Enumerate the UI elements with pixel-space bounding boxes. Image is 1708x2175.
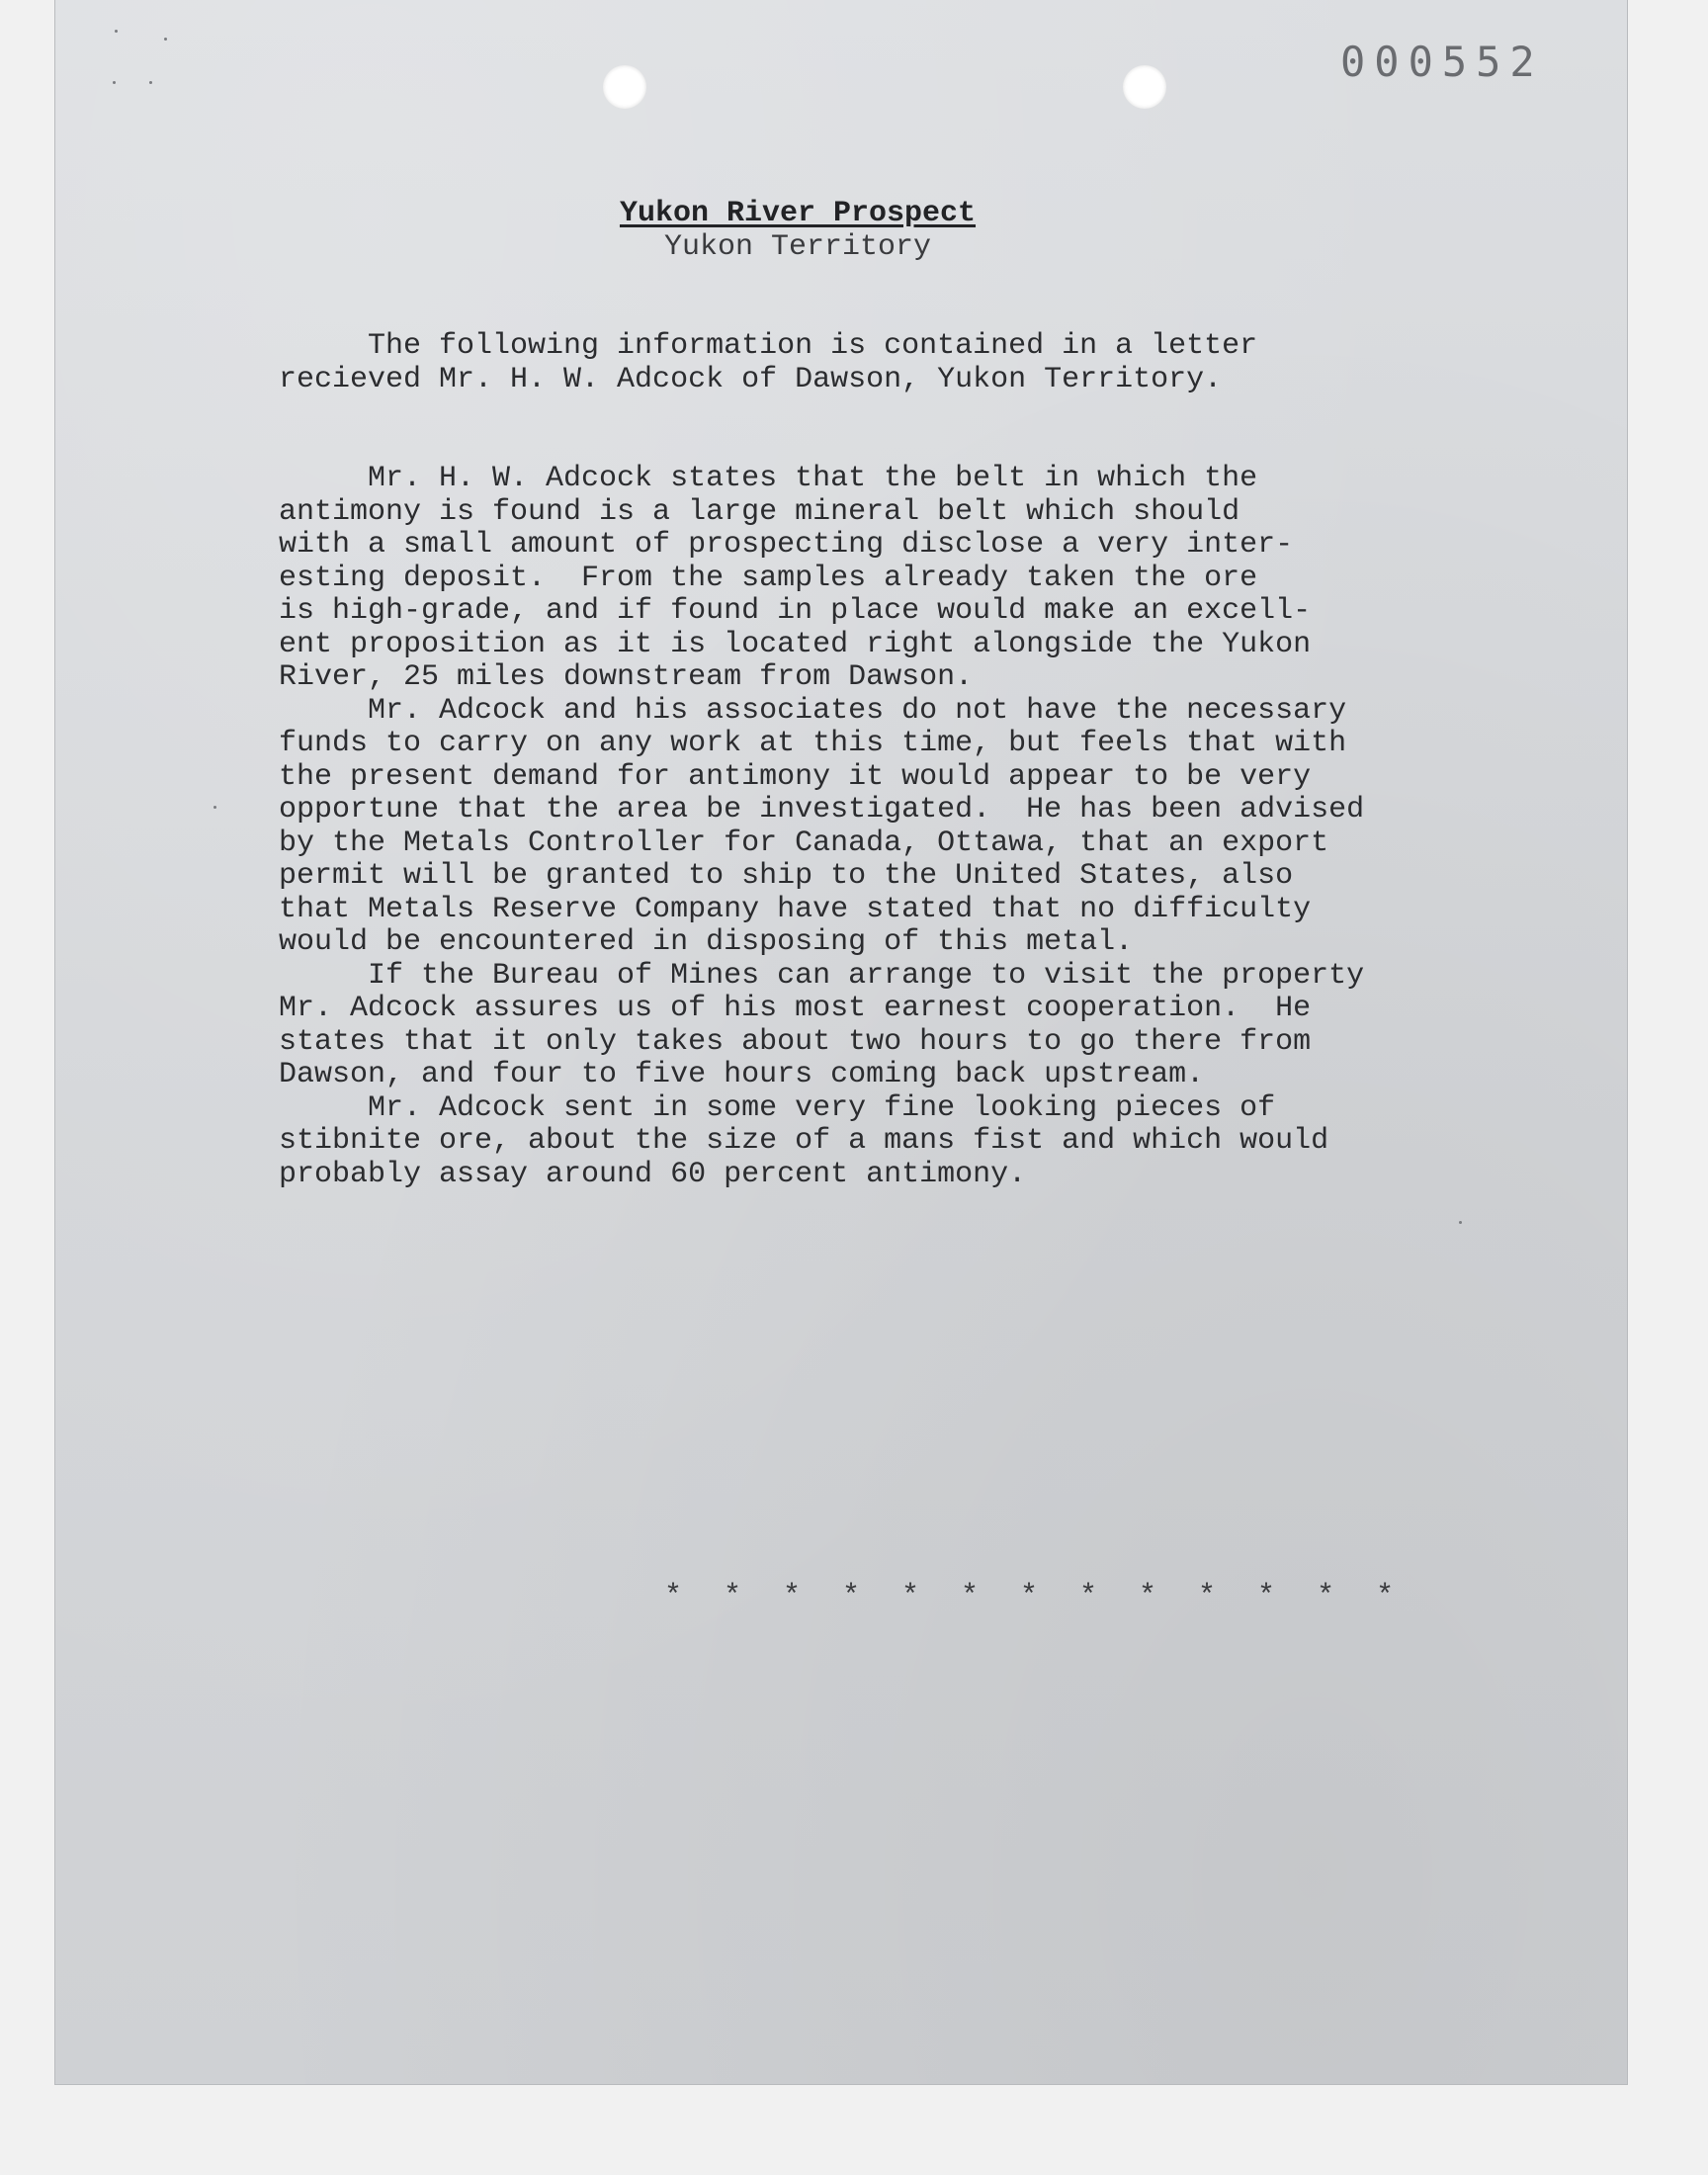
paper-speck xyxy=(115,30,118,33)
paper-speck xyxy=(113,81,116,84)
document-body xyxy=(279,198,1574,1191)
paper-speck xyxy=(214,806,216,809)
document-subtitle: Yukon Territory xyxy=(663,229,932,264)
body-paragraph-4: Mr. Adcock sent in some very fine looking pieces of stibnite ore, about the size of a mans fist and which would probably assay around 60 percent antimony. xyxy=(279,1090,1329,1191)
page-number: 000552 xyxy=(1340,38,1544,86)
punch-hole-right xyxy=(1123,65,1166,109)
paper-speck xyxy=(164,38,167,41)
body-paragraph-3: If the Bureau of Mines can arrange to visit the property Mr. Adcock assures us of his most earnest cooperation. He states that it only takes about two hours to go there from Dawson, and four to five hours coming back upstream. xyxy=(279,958,1365,1091)
paper-speck xyxy=(149,81,152,84)
intro-paragraph: The following information is contained in a letter recieved Mr. H. W. Adcock of Dawson, Yukon Territory. xyxy=(279,329,1258,396)
body-paragraph-1: Mr. H. W. Adcock states that the belt in which the antimony is found is a large mineral belt which should with a small amount of prospecting disclose a very inter- esting deposit. From the samples already taken the ore is high-grade, and if found in place would make an excell- ent proposition as it is located right alongside the Yukon River, 25 miles downstream from Dawson. xyxy=(279,462,1312,694)
asterisk-separator: * * * * * * * * * * * * * xyxy=(664,1580,1407,1613)
document-title: Yukon River Prospect xyxy=(619,197,977,230)
paper-speck xyxy=(1459,1221,1462,1224)
title-block xyxy=(279,198,1317,264)
letter-body xyxy=(279,463,1574,1191)
body-paragraph-2: Mr. Adcock and his associates do not have the necessary funds to carry on any work at this time, but feels that with the present demand for antimony it would appear to be very opportune that the area be investigated. He has been advised by the Metals Controller for Canada, Ottawa, that an export permit will be granted to ship to the United States, also that Metals Reserve Company have stated that no difficulty would be encountered in disposing of this metal. xyxy=(279,693,1365,959)
punch-hole-left xyxy=(603,65,646,109)
